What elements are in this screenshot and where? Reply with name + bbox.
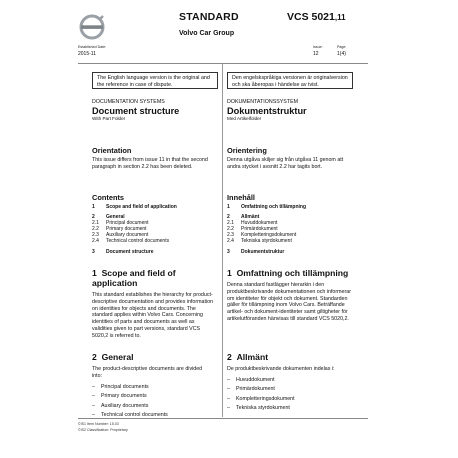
doc-title: Document structure (92, 106, 180, 116)
header-divider (78, 63, 368, 64)
list-item: – Principal documents (92, 383, 149, 390)
orientation-section (92, 146, 212, 171)
toc-item: 2.2 Primärdokument (227, 226, 278, 233)
document-type-list-sv (227, 376, 347, 414)
orientation-heading-sv: Orientering (227, 146, 267, 155)
section-1-sv (227, 268, 351, 323)
toc-item: 3 Dokumentstruktur (227, 248, 285, 255)
orientation-text-sv: Denna utgåva skiljer sig från utgåva 11 genom att andra stycket i avsnitt 2.2 har tagits bort. (227, 157, 344, 170)
left-column (92, 99, 212, 121)
list-item: – Auxiliary documents (92, 402, 149, 409)
toc-item: 3 Document structure (92, 248, 154, 255)
list-item: – Huvuddokument (227, 376, 275, 383)
toc-list (92, 204, 212, 255)
page-label: Page: (337, 45, 347, 49)
section-2-heading-sv: 2 Allmänt (227, 352, 269, 362)
section-2-heading: 2 General (92, 352, 134, 362)
standard-number: VCS 5021,11 (287, 11, 346, 23)
list-item: – Technical control documents (92, 412, 168, 419)
orientation-heading: Orientation (92, 146, 132, 155)
notice-box-sv (227, 72, 353, 89)
document-type-list (92, 383, 212, 421)
issue-label: Issue: (313, 45, 323, 49)
doc-system-label-sv: DOKUMENTATIONSSYSTEM (227, 99, 299, 105)
section-1-heading: 1 Scope and field of application (92, 268, 176, 288)
contents-heading: Contents (92, 193, 125, 202)
list-item: – Primärdokument (227, 386, 275, 393)
notice-text-en: The English language version is the original and the reference in case of dispute. (97, 75, 210, 88)
issue-value: 12 (313, 51, 319, 57)
contents-section-sv (227, 193, 347, 255)
standard-label: STANDARD (179, 11, 239, 23)
contents-heading-sv: Innehåll (227, 193, 255, 202)
company-name: Volvo Car Group (179, 30, 235, 37)
list-item: – Tekniska styrdokument (227, 405, 290, 412)
toc-item: 2 General (92, 214, 125, 221)
toc-item: 2.1 Huvuddokument (227, 220, 278, 227)
toc-item: 2.2 Primary document (92, 226, 147, 233)
column-divider (222, 64, 223, 417)
section-2-sv (227, 352, 347, 414)
section-1-heading-sv: 1 Omfattning och tillämpning (227, 268, 349, 278)
footer-classification: ©IS2 Classification: Proprietary (78, 427, 128, 432)
section-1 (92, 268, 216, 340)
footer-divider (78, 418, 368, 419)
orientation-text: This issue differs from issue 11 in that the second paragraph in section 2.2 has been deleted. (92, 157, 208, 170)
doc-title-sv: Dokumentstruktur (227, 106, 307, 116)
volvo-logo (79, 14, 105, 40)
list-item: – Primary documents (92, 393, 147, 400)
notice-text-sv: Den engelskspråkiga versionen är originalversion och ska åberopas i händelse av tvist. (232, 75, 348, 88)
page-value: 1(4) (337, 51, 346, 57)
doc-system-label: DOCUMENTATION SYSTEMS (92, 99, 165, 105)
toc-item: 1 Scope and field of application (92, 204, 177, 210)
list-item: – Kompletteringsdokument (227, 395, 295, 402)
toc-item: 2.3 Kompletteringsdokument (227, 232, 297, 239)
section-2-text: The product-descriptive documents are divided into: (92, 366, 203, 379)
toc-list-sv (227, 204, 347, 255)
right-column (227, 99, 347, 121)
section-2 (92, 352, 212, 421)
established-value: 2015-11 (78, 51, 96, 57)
footer (78, 422, 128, 433)
toc-item: 2.3 Auxiliary document (92, 232, 149, 239)
notice-box-en (92, 72, 218, 89)
footer-item-number: ©IS1 Item Number: 15.03 (78, 422, 119, 426)
section-1-text: This standard establishes the hierarchy for product-descriptive documentation and provides information on identities for objects and documents. The standard applies within Volvo Cars. Concerning identities of parts and documents as well as validities given to part versions, standard VCS 5020,2 is referred to. (92, 292, 214, 339)
doc-subtitle: With Part Folder (92, 116, 126, 121)
section-1-text-sv: Denna standard fastlägger hierarkin i den produktbeskrivande dokumentationen och informerar om identiteter för objekt och dokument. Standarden gäller för tillämpning inom Volvo Cars. Beträffande artikel- och dokument-identiteter samt giltigheter för artikelutföranden hänvisas till standard VCS 5020,2. (227, 282, 351, 322)
contents-section (92, 193, 212, 255)
toc-item: 2 Allmänt (227, 214, 260, 221)
doc-subtitle-sv: Med Artikelfolder (227, 116, 262, 121)
orientation-section-sv (227, 146, 347, 171)
toc-item: 1 Omfattning och tillämpning (227, 204, 306, 210)
toc-item: 2.4 Technical control documents (92, 238, 170, 245)
toc-item: 2.4 Tekniska styrdokument (227, 238, 292, 245)
established-label: Established Date: (78, 45, 107, 49)
toc-item: 2.1 Principal document (92, 220, 149, 227)
section-2-text-sv: De produktbeskrivande dokumenten indelas i: (227, 366, 335, 372)
